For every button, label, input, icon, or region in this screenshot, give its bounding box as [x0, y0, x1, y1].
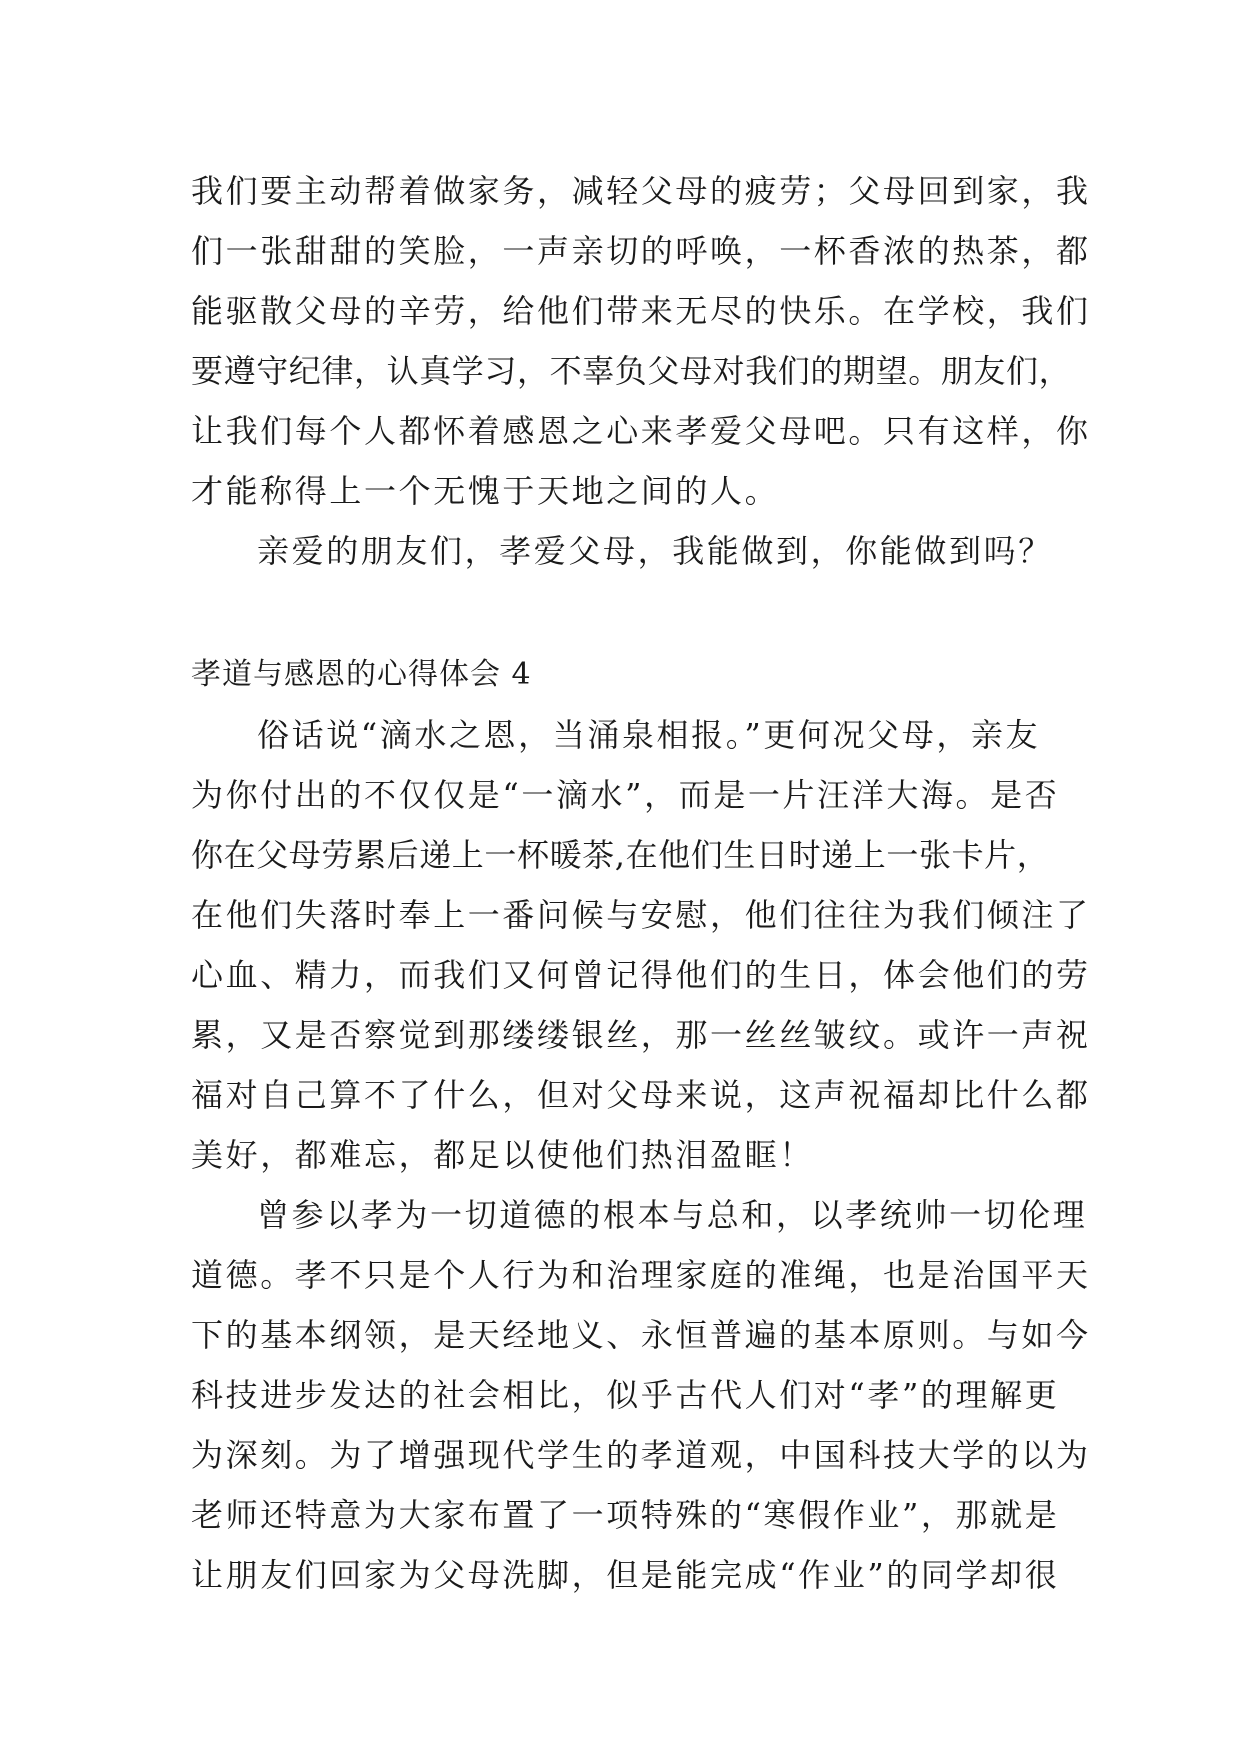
text-line: 要遵守纪律，认真学习，不辜负父母对我们的期望。朋友们，	[191, 352, 1072, 390]
section-gap	[191, 581, 1051, 645]
text-line: 曾参以孝为一切道德的根本与总和，以孝统帅一切伦理	[257, 1196, 1088, 1234]
text-line: 让我们每个人都怀着感恩之心来孝爱父母吧。只有这样，你	[191, 412, 1091, 450]
text-line: 让朋友们回家为父母洗脚，但是能完成“作业”的同学却很	[191, 1556, 1060, 1594]
text-line: 科技进步发达的社会相比，似乎古代人们对“孝”的理解更	[191, 1376, 1060, 1414]
text-line: 你在父母劳累后递上一杯暖茶,在他们生日时递上一张卡片，	[191, 836, 1050, 874]
text-line: 心血、精力，而我们又何曾记得他们的生日，体会他们的劳	[191, 956, 1091, 994]
text-line: 才能称得上一个无愧于天地之间的人。	[191, 472, 780, 510]
text-line: 为深刻。为了增强现代学生的孝道观，中国科技大学的以为	[191, 1436, 1091, 1474]
essay-4	[191, 645, 1091, 1605]
text-line: 俗话说“滴水之恩，当涌泉相报。”更何况父母，亲友	[257, 716, 1041, 754]
paragraph-1	[191, 705, 1091, 1185]
section-heading: 孝道与感恩的心得体会 4	[191, 657, 532, 692]
text-line: 我们要主动帮着做家务，减轻父母的疲劳；父母回到家，我	[191, 172, 1091, 210]
text-line: 美好，都难忘，都足以使他们热泪盈眶！	[191, 1136, 814, 1174]
paragraph-2	[191, 1185, 1091, 1605]
text-line: 累，又是否察觉到那缕缕银丝，那一丝丝皱纹。或许一声祝	[191, 1016, 1091, 1054]
closing-line: 亲爱的朋友们，孝爱父母，我能做到，你能做到吗？	[257, 532, 1053, 570]
text-line: 能驱散父母的辛劳，给他们带来无尽的快乐。在学校，我们	[191, 292, 1091, 330]
text-line: 下的基本纲领，是天经地义、永恒普遍的基本原则。与如今	[191, 1316, 1091, 1354]
text-line: 为你付出的不仅仅是“一滴水”，而是一片汪洋大海。是否	[191, 776, 1060, 814]
document-body	[191, 161, 1091, 1605]
text-line: 老师还特意为大家布置了一项特殊的“寒假作业”，那就是	[191, 1496, 1060, 1534]
text-line: 在他们失落时奉上一番问候与安慰，他们往往为我们倾注了	[191, 896, 1091, 934]
text-line: 道德。孝不只是个人行为和治理家庭的准绳，也是治国平天	[191, 1256, 1091, 1294]
text-line: 们一张甜甜的笑脸，一声亲切的呼唤，一杯香浓的热茶，都	[191, 232, 1091, 270]
previous-essay-ending	[191, 161, 1091, 581]
text-line: 福对自己算不了什么，但对父母来说，这声祝福却比什么都	[191, 1076, 1091, 1114]
